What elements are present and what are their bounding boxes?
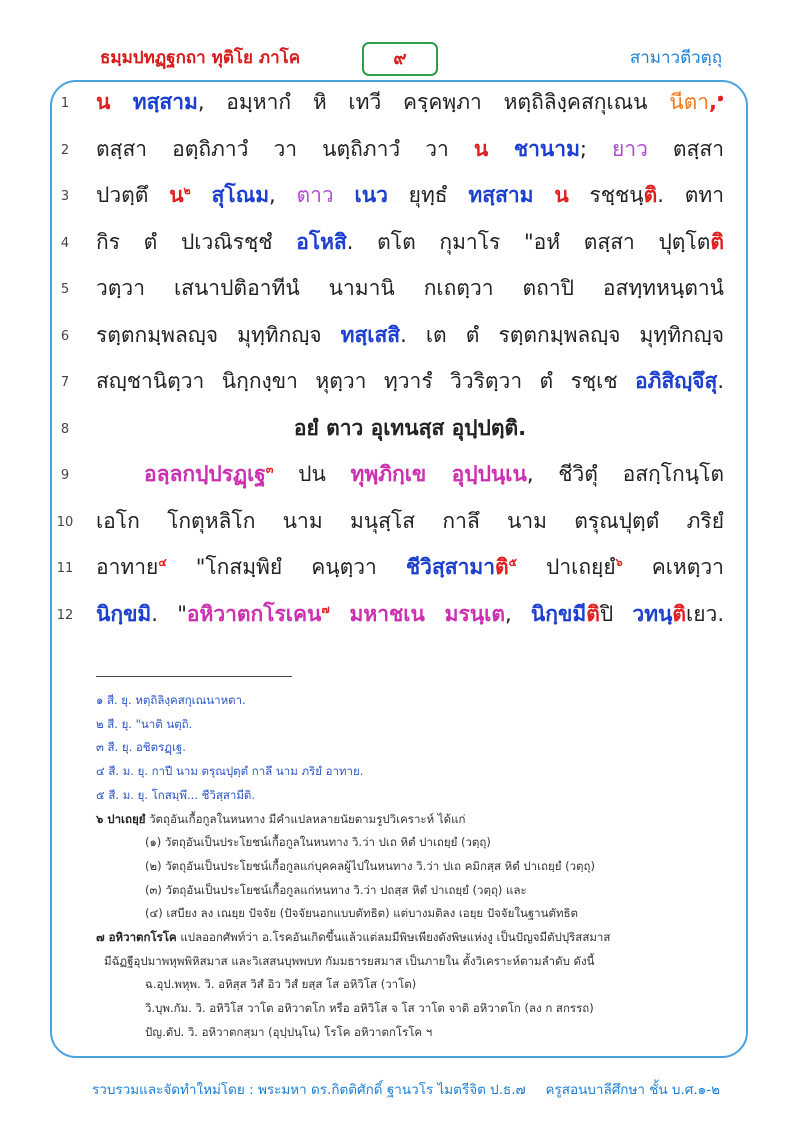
line-number: 11 (56, 561, 74, 576)
footnote-marker: ๓ (265, 463, 274, 476)
footnote (145, 882, 527, 900)
footer-class-level: ครูสอนบาลีศึกษา ชั้น บ.ศ.๑-๒ (545, 1082, 720, 1098)
footnote-text: (๔) เสบียง ลง เณยฺย ปัจจัย (ปัจจัยนอกแบบตัทธิต) แต่บางมติลง เอยฺย ปัจจัยในฐานตัทธิต (145, 906, 579, 921)
text-segment: อโหสิ (296, 229, 347, 254)
text-segment: ติ (710, 229, 725, 254)
footnote-text: วัตถุอันเกื้อกูลในหนทาง มีคำแปลหลายนัยตามรูปวิเคราะห์ ได้แก่ (145, 811, 466, 826)
footnote (145, 858, 595, 876)
text-segment: น (473, 136, 514, 161)
text-segment: มหาชเน มรนฺเต (329, 601, 505, 626)
text-segment: อลฺลกปฺปรฏฺเฐ (144, 462, 266, 486)
text-line (96, 598, 724, 631)
text-segment: ติ (495, 555, 509, 579)
text-segment: . ตทา (657, 183, 724, 207)
text-segment: ปาเถยฺยํ (516, 555, 616, 579)
text-segment (334, 183, 355, 207)
footnote (145, 1024, 432, 1042)
text-segment: . (717, 369, 724, 393)
line-number: 8 (60, 421, 70, 437)
text-segment: เอโก โกตุหลิโก นาม มนุสฺโส กาลึ นาม ตรุณปุตฺตํ ภริยํ (96, 508, 724, 533)
text-segment: ตาว (296, 183, 334, 207)
text-segment: น (169, 183, 184, 207)
text-segment: น (554, 183, 569, 207)
text-segment: น (96, 90, 133, 114)
footnote-marker: ๖ (615, 556, 623, 569)
text-segment: ทสฺสาม (132, 90, 198, 114)
text-segment: , (504, 601, 531, 626)
footnote-text: (๒) วัตถุอันเป็นประโยชน์เกื้อกูลแก่บุคคลผู้ไปในหนทาง วิ.ว่า ปเถ คมิกสฺส หิตํ ปาเถยฺยํ (วตฺถุ) (145, 858, 595, 873)
text-segment: กิร ตํ ปเวณิรชฺชํ (96, 229, 297, 254)
text-segment: ทุพฺภิกฺเข อุปฺปนฺเน (350, 462, 527, 486)
footnote (145, 976, 416, 994)
text-line (96, 458, 724, 491)
footnote-marker: ๔ (158, 556, 167, 569)
footnote-text: ๑ สี. ยุ. หตฺถิลิงฺคสกุเณนาหตา. (96, 693, 246, 707)
line-number: 4 (60, 235, 70, 251)
text-segment: นิกฺขมิ (96, 601, 152, 626)
footnote (96, 929, 610, 947)
header-book-title: ธมฺมปทฏฺฐกถา ทุติโย ภาโค (100, 48, 301, 68)
text-segment: ทสฺเสสิ (340, 322, 401, 347)
footnote-text: ๕ สี. ม. ยุ. โกสมฺพึ... ชีวิสฺสามีติ. (96, 787, 256, 802)
footnote (145, 1000, 594, 1018)
text-segment: รตฺตกมฺพลญฺจ มุทฺทิกญฺจ (96, 322, 341, 347)
text-segment: อภิสิญฺจึสุ (635, 369, 718, 393)
footnote-text: แปลออกศัพท์ว่า อ.โรคอันเกิดขึ้นแล้วแต่ลมมีพิษเพียงดังพิษแห่งงู เป็นปัญจมีตัปปุริสสมาส (176, 930, 611, 944)
line-number: 9 (60, 468, 70, 483)
text-segment: "โกสมฺพิยํ คนฺตฺวา (166, 555, 406, 579)
footnote-text: วิ.บุพ.กัม. วิ. อหิวิโส วาโต อหิวาตโก หรือ อหิวิโส จ โส วาโต จาติ อหิวาตโก (ลง ก สกรรถ) (145, 1001, 594, 1016)
text-segment: ยาว (612, 136, 648, 161)
text-line (96, 551, 724, 584)
footnote-text: (๓) วัตถุอันเป็นประโยชน์เกื้อกูลแก่หนทาง วิ.ว่า ปถสฺส หิตํ ปาเถยฺยํ (วตฺถุ) และ (145, 882, 527, 897)
footnote (96, 716, 192, 734)
text-segment: ปน (273, 462, 351, 486)
line-number: 5 (60, 282, 70, 297)
text-segment: อหิวาตกโรเคน (186, 601, 322, 626)
line-number: 2 (60, 142, 70, 158)
text-segment: ปิ (599, 601, 633, 626)
text-segment: . เต ตํ รตฺตกมฺพลญฺจ มุทฺทิกญฺจ (400, 322, 724, 347)
text-segment: ติ (643, 183, 658, 207)
line-number: 10 (56, 514, 74, 530)
text-segment: ยุทฺธํ (387, 183, 469, 207)
footnote (96, 739, 186, 757)
text-segment: . " (151, 601, 187, 626)
text-segment: อยํ ตาว อุเทนสฺส อุปฺปตฺติ. (293, 415, 527, 440)
text-line (96, 86, 724, 119)
text-line (96, 319, 724, 352)
text-segment: นิกฺขมี (530, 601, 587, 626)
footnote-term: ๖ ปาเถยฺยํ (96, 811, 146, 826)
footnote (145, 905, 578, 923)
footnote (96, 811, 465, 829)
text-segment (534, 183, 555, 207)
footnote (96, 692, 246, 710)
text-segment: คเหตฺวา (622, 555, 724, 579)
footnote-text: ๒ สี. ยุ. "นาติ นตฺถิ. (96, 716, 193, 731)
text-segment: , (269, 183, 297, 207)
text-segment: สุโณม (211, 183, 270, 207)
text-segment: นีตา (669, 90, 710, 114)
text-segment: , ชีวิตุํ อสกฺโกนฺโต (526, 462, 725, 486)
line-number: 1 (60, 96, 70, 111)
footnote-term: ๗ อหิวาตกโรโค (96, 930, 177, 944)
text-segment: วตฺวา เสนาปติอาทีนํ นามานิ กเถตฺวา ตถาปิ อสทฺทหนฺตานํ (96, 276, 724, 300)
page-number-badge: ๙ (362, 42, 438, 76)
line-number: 6 (60, 328, 70, 344)
footnote-marker: ๑ (717, 91, 725, 104)
text-segment: . ตโต กุมาโร "อหํ ตสฺสา ปุตฺโต (346, 229, 711, 254)
footnote-text: ฉ.อุป.พหุพ. วิ. อหิสฺส วิสํ อิว วิสํ ยสฺส โส อหิวิโส (วาโต) (145, 977, 417, 992)
footnote-marker: ๒ (183, 184, 191, 197)
text-segment: เยว. (686, 601, 724, 626)
text-segment (191, 183, 212, 207)
text-segment: , อมฺหากํ หิ เทวี ครฺคพฺภา หตฺถิลิงฺคสกุเณน (197, 90, 670, 114)
text-segment: ตสฺสา (647, 136, 724, 161)
text-segment: ชีวิสฺสามา (405, 555, 496, 579)
footnote-divider (96, 676, 292, 677)
footnote (104, 953, 594, 971)
text-segment: เนว (354, 183, 388, 207)
text-segment: อาทาย (96, 555, 159, 579)
footnote-text: ๓ สี. ยุ. อชิตรฏฺเฐ. (96, 740, 186, 755)
footnote (145, 834, 491, 852)
text-segment: วทนฺ (632, 601, 673, 626)
line-number: 12 (56, 607, 74, 623)
text-line (96, 179, 724, 212)
text-segment: ปวตฺตึ (96, 183, 170, 207)
line-number: 3 (60, 189, 70, 204)
text-segment: ติ (672, 601, 687, 626)
text-segment: รชฺชนฺ (568, 183, 644, 207)
text-line (96, 133, 724, 166)
text-segment: ; (579, 136, 613, 161)
text-line (96, 505, 724, 538)
text-segment: ชานาม (513, 136, 580, 161)
text-line (96, 365, 724, 398)
footnote (96, 787, 255, 805)
text-segment: สญฺชานิตฺวา นิกฺกงฺขา หุตฺวา ทฺวารํ วิวริตฺวา ตํ รชฺเช (96, 369, 636, 393)
footnote (96, 763, 363, 781)
text-segment: ตสฺสา อตฺถิภาวํ วา นตฺถิภาวํ วา (96, 136, 474, 161)
text-segment: , (709, 90, 718, 114)
text-segment: ทสฺสาม (468, 183, 534, 207)
footnote-text: (๑) วัตถุอันเป็นประโยชน์เกื้อกูลในหนทาง วิ.ว่า ปเถ หิตํ ปาเถยฺยํ (วตฺถุ) (145, 835, 491, 850)
text-line (96, 412, 724, 445)
footer-compiler: รวบรวมและจัดทำใหม่โดย : พระมหา ดร.กิตติศักดิ์ ฐานวโร ไมตรีจิต ป.ธ.๗ (92, 1082, 526, 1098)
footnote-text: ปัญ.ตัป. วิ. อหิวาตกสฺมา (อุปฺปนฺโน) โรโค อหิวาตกโรโค ฯ (145, 1024, 433, 1039)
footnote-marker: ๗ (321, 602, 330, 616)
line-number: 7 (60, 375, 70, 390)
header-chapter-title: สามาวตีวตฺถุ (629, 48, 722, 68)
text-line (96, 226, 724, 259)
text-segment: ติ (586, 601, 600, 626)
text-line (96, 272, 724, 305)
footnote-marker: ๕ (508, 556, 517, 569)
footnote-text: ๔ สี. ม. ยุ. กาปี นาม ตรุณปุตฺตํ กาลึ นาม ภริยํ อาทาย. (96, 764, 364, 779)
footnote-text: มีฉัฏฐีอุปมาพหุพพิหิสมาส และวิเสสนบุพพบท กัมมธารยสมาส เป็นภายใน ตั้งวิเคราะห์ตามลำดับ ดังนี้ (104, 953, 595, 968)
